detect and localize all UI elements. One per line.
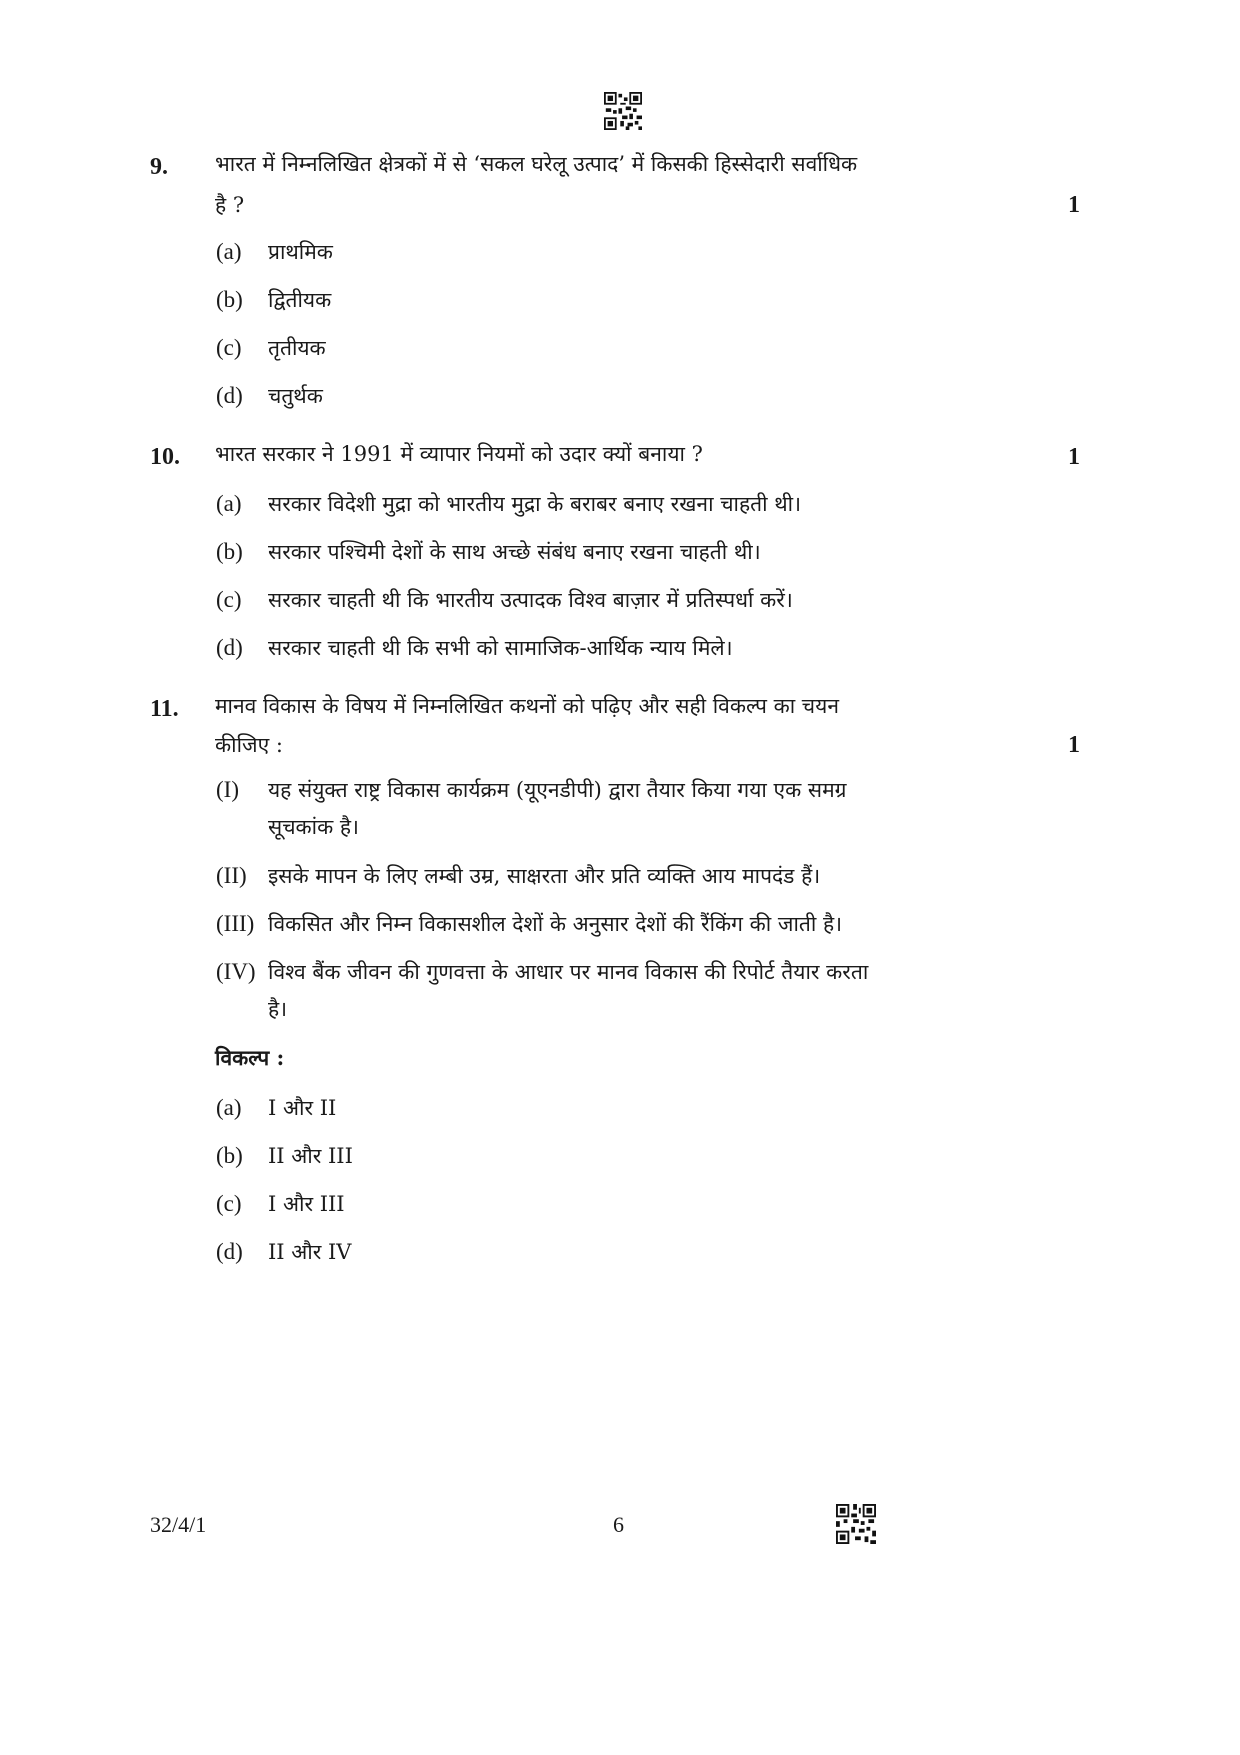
statement-2-label: (II) bbox=[216, 863, 247, 888]
paper-code: 32/4/1 bbox=[150, 1512, 207, 1537]
question-10-text: भारत सरकार ने 1991 में व्यापार नियमों को उदार क्यों बनाया ? bbox=[215, 442, 703, 466]
statement-4-label: (IV) bbox=[216, 959, 256, 984]
question-11-option-b-text: II और III bbox=[268, 1144, 353, 1168]
question-9-option-d-text: चतुर्थक bbox=[268, 384, 323, 408]
question-9-option-a-label: (a) bbox=[216, 239, 242, 264]
question-9-option-b-label: (b) bbox=[216, 287, 243, 312]
question-9-text-line1: भारत में निम्नलिखित क्षेत्रकों में से ‘सकल घरेलू उत्पाद’ में किसकी हिस्सेदारी सर्वाधिक bbox=[215, 152, 858, 176]
statement-4-text-line1: विश्व बैंक जीवन की गुणवत्ता के आधार पर मानव विकास की रिपोर्ट तैयार करता bbox=[268, 960, 869, 984]
question-9-marks: 1 bbox=[1068, 192, 1080, 218]
question-9-number: 9. bbox=[150, 154, 168, 180]
question-10-option-a-label: (a) bbox=[216, 491, 242, 516]
question-10-marks: 1 bbox=[1068, 444, 1080, 470]
question-9-text-line2: है ? bbox=[215, 193, 245, 217]
question-10-option-d-label: (d) bbox=[216, 635, 243, 660]
question-10-option-d-text: सरकार चाहती थी कि सभी को सामाजिक-आर्थिक न्याय मिले। bbox=[268, 636, 733, 660]
question-11-option-c-label: (c) bbox=[216, 1191, 242, 1216]
question-11-option-a-label: (a) bbox=[216, 1095, 242, 1120]
question-11-text-line1: मानव विकास के विषय में निम्नलिखित कथनों को पढ़िए और सही विकल्प का चयन bbox=[215, 694, 839, 718]
qr-code-icon bbox=[604, 92, 642, 130]
question-10-number: 10. bbox=[150, 444, 180, 470]
options-heading: विकल्प : bbox=[215, 1045, 285, 1070]
question-10-option-b-label: (b) bbox=[216, 539, 243, 564]
statement-2-text: इसके मापन के लिए लम्बी उम्र, साक्षरता और प्रति व्यक्ति आय मापदंड हैं। bbox=[268, 864, 821, 888]
question-11-option-c-text: I और III bbox=[268, 1192, 345, 1216]
question-9-option-a-text: प्राथमिक bbox=[268, 240, 333, 264]
statement-1-text-line1: यह संयुक्त राष्ट्र विकास कार्यक्रम (यूएनडीपी) द्वारा तैयार किया गया एक समग्र bbox=[268, 778, 847, 802]
question-11-option-a-text: I और II bbox=[268, 1096, 337, 1120]
statement-4-text-line2: है। bbox=[268, 997, 288, 1021]
question-11-marks: 1 bbox=[1068, 732, 1080, 758]
page-number: 6 bbox=[613, 1512, 624, 1537]
question-11-option-d-text: II और IV bbox=[268, 1240, 352, 1264]
question-9-option-c-text: तृतीयक bbox=[268, 336, 326, 360]
question-9-option-b-text: द्वितीयक bbox=[268, 288, 332, 312]
question-10-option-b-text: सरकार पश्चिमी देशों के साथ अच्छे संबंध बनाए रखना चाहती थी। bbox=[268, 540, 761, 564]
question-11-number: 11. bbox=[150, 696, 179, 722]
statement-1-text-line2: सूचकांक है। bbox=[268, 815, 360, 839]
question-10-option-c-label: (c) bbox=[216, 587, 242, 612]
footer-qr-code-icon bbox=[836, 1504, 876, 1544]
statement-3-label: (III) bbox=[216, 911, 255, 936]
question-11-option-d-label: (d) bbox=[216, 1239, 243, 1264]
statement-3-text: विकसित और निम्न विकासशील देशों के अनुसार देशों की रैंकिंग की जाती है। bbox=[268, 912, 843, 936]
question-9-option-c-label: (c) bbox=[216, 335, 242, 360]
question-10-option-c-text: सरकार चाहती थी कि भारतीय उत्पादक विश्व बाज़ार में प्रतिस्पर्धा करें। bbox=[268, 588, 793, 612]
statement-1-label: (I) bbox=[216, 777, 239, 802]
question-10-option-a-text: सरकार विदेशी मुद्रा को भारतीय मुद्रा के बराबर बनाए रखना चाहती थी। bbox=[268, 492, 802, 516]
question-11-text-line2: कीजिए : bbox=[215, 733, 283, 757]
question-9-option-d-label: (d) bbox=[216, 383, 243, 408]
question-11-option-b-label: (b) bbox=[216, 1143, 243, 1168]
